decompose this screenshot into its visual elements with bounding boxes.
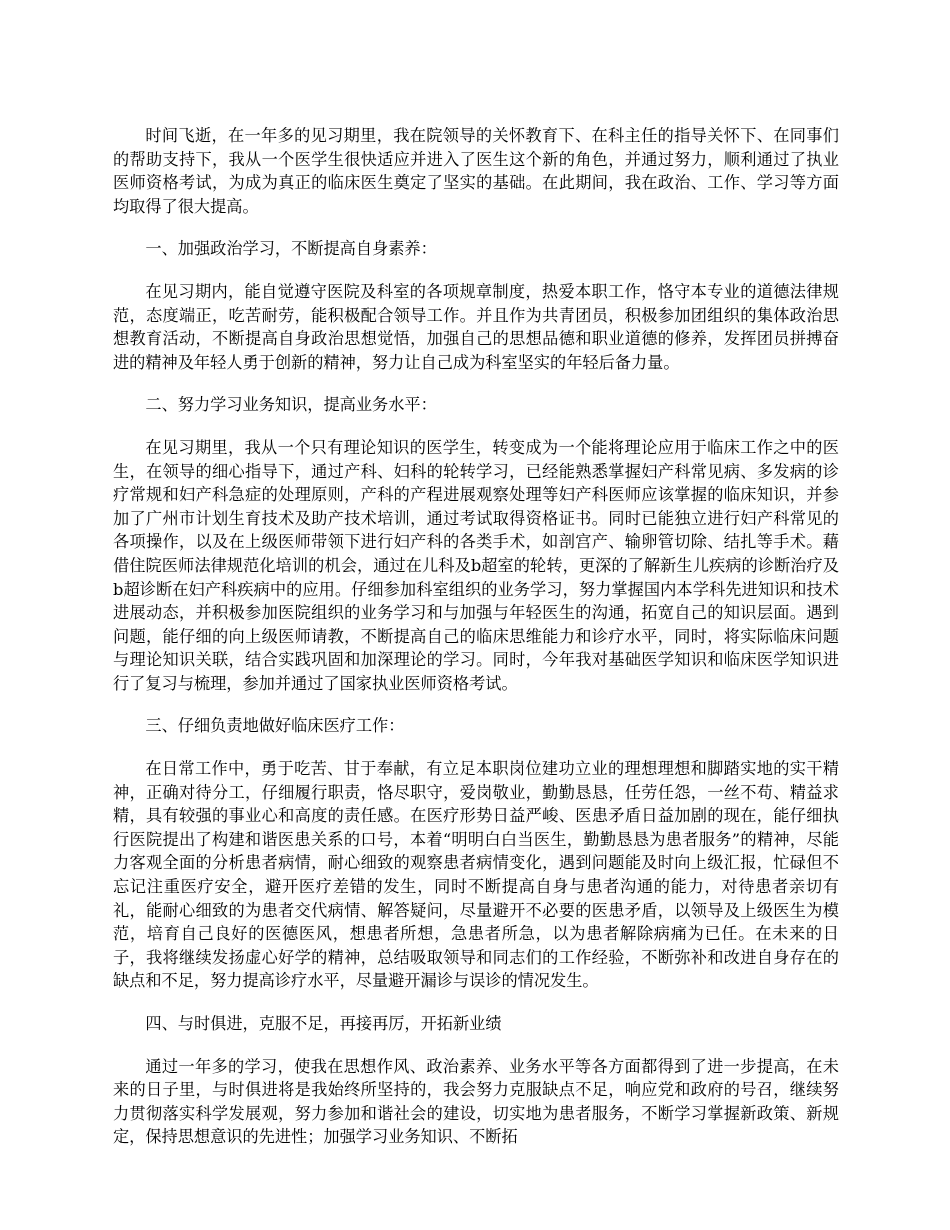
section-heading-3: 三、仔细负责地做好临床医疗工作： (145, 716, 405, 736)
section-heading-1: 一、加强政治学习，不断提高自身素养： (145, 239, 437, 259)
document-page (113, 124, 839, 1168)
section-body-4: 通过一年多的学习，使我在思想作风、政治素养、业务水平等各方面都得到了进一步提高，在未来的日子里，与时俱进将是我始终所坚持的，我会努力克服缺点不足，响应党和政府的号召，继续努力贯彻落实科学发展观，努力参加和谐社会的建设，切实地为患者服务，不断学习掌握新政策、新规定，保持思想意识的先进性；加强学习业务知识、不断拓 (113, 1056, 839, 1147)
section-heading-2: 二、努力学习业务知识，提高业务水平： (145, 395, 437, 415)
section-body-1: 在见习期内，能自觉遵守医院及科室的各项规章制度，热爱本职工作，恪守本专业的道德法律规范，态度端正，吃苦耐劳，能积极配合领导工作。并且作为共青团员，积极参加团组织的集体政治思想教育活动，不断提高自身政治思想觉悟，加强自己的思想品德和职业道德的修养，发挥团员拼搏奋进的精神及年轻人勇于创新的精神，努力让自己成为科室坚实的年轻后备力量。 (113, 281, 839, 372)
section-body-3: 在日常工作中，勇于吃苦、甘于奉献，有立足本职岗位建功立业的理想理想和脚踏实地的实干精神，正确对待分工，仔细履行职责，恪尽职守，爱岗敬业，勤勤恳恳，任劳任怨，一丝不苟、精益求精，具有较强的事业心和高度的责任感。在医疗形势日益严峻、医患矛盾日益加剧的现在，能仔细执行医院提出了构建和谐医患关系的口号，本着“明明白白当医生，勤勤恳恳为患者服务”的精神，尽能力客观全面的分析患者病情，耐心细致的观察患者病情变化，遇到问题能及时向上级汇报，忙碌但不忘记注重医疗安全，避开医疗差错的发生，同时不断提高自身与患者沟通的能力，对待患者亲切有礼，能耐心细致的为患者交代病情、解答疑问，尽量避开不必要的医患矛盾，以领导及上级医生为模范，培育自己良好的医德医风，想患者所想，急患者所急，以为患者解除病痛为已任。在未来的日子，我将继续发扬虚心好学的精神，总结吸取领导和同志们的工作经验，不断弥补和改进自身存在的缺点和不足，努力提高诊疗水平，尽量避开漏诊与误诊的情况发生。 (113, 759, 839, 991)
section-body-2: 在见习期里，我从一个只有理论知识的医学生，转变成为一个能将理论应用于临床工作之中的医生，在领导的细心指导下，通过产科、妇科的轮转学习，已经能熟悉掌握妇产科常见病、多发病的诊疗常规和妇产科急症的处理原则，产科的产程进展观察处理等妇产科医师应该掌握的临床知识，并参加了广州市计划生育技术及助产技术培训，通过考试取得资格证书。同时已能独立进行妇产科常见的各项操作，以及在上级医师带领下进行妇产科的各类手术，如剖宫产、输卵管切除、结扎等手术。藉借住院医师法律规范化培训的机会，通过在儿科及b超室的轮转，更深的了解新生儿疾病的诊断治疗及b超诊断在妇产科疾病中的应用。仔细参加科室组织的业务学习，努力掌握国内本学科先进知识和技术进展动态，并积极参加医院组织的业务学习和与加强与年轻医生的沟通，拓宽自己的知识层面。遇到问题，能仔细的向上级医师请教，不断提高自己的临床思维能力和诊疗水平，同时，将实际临床问题与理论知识关联，结合实践巩固和加深理论的学习。同时，今年我对基础医学知识和临床医学知识进行了复习与梳理，参加并通过了国家执业医师资格考试。 (113, 437, 839, 693)
section-heading-4: 四、与时俱进，克服不足，再接再厉，开拓新业绩 (145, 1014, 502, 1033)
intro-paragraph: 时间飞逝，在一年多的见习期里，我在院领导的关怀教育下、在科主任的指导关怀下、在同事们的帮助支持下，我从一个医学生很快适应并进入了医生这个新的角色，并通过努力，顺利通过了执业医师资格考试，为成为真正的临床医生奠定了坚实的基础。在此期间，我在政治、工作、学习等方面均取得了很大提高。 (113, 126, 839, 216)
